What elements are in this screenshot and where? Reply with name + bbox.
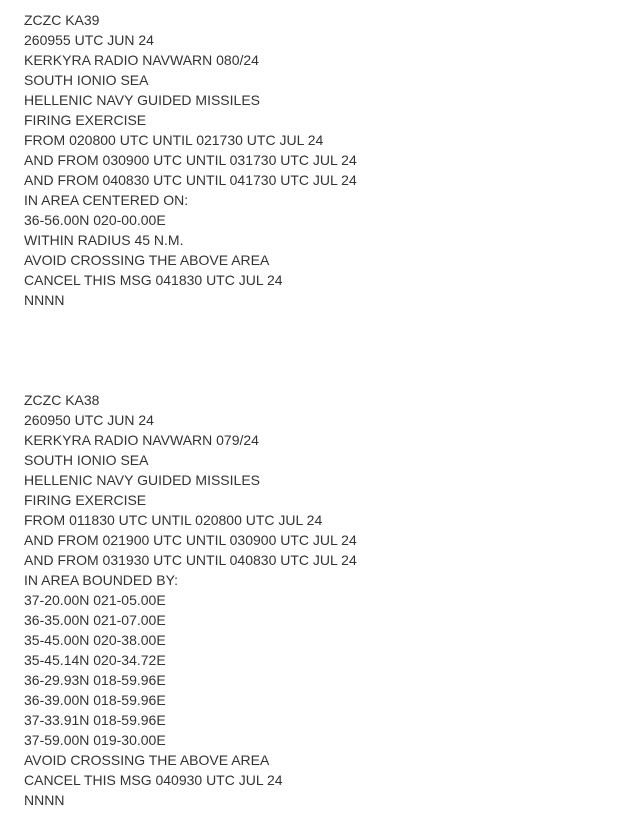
- message-end: NNNN: [24, 292, 65, 308]
- navwarn-message-080: [24, 10, 357, 310]
- message-coordinate: 35-45.00N 020-38.00E: [24, 632, 166, 648]
- message-line: FIRING EXERCISE: [24, 492, 147, 508]
- message-title: KERKYRA RADIO NAVWARN 079/24: [24, 432, 259, 448]
- message-end: NNNN: [24, 792, 65, 808]
- message-region: SOUTH IONIO SEA: [24, 452, 149, 468]
- message-cancel: CANCEL THIS MSG 041830 UTC JUL 24: [24, 272, 283, 288]
- message-line: HELLENIC NAVY GUIDED MISSILES: [24, 92, 260, 108]
- message-period: AND FROM 030900 UTC UNTIL 031730 UTC JUL 24: [24, 152, 357, 168]
- message-cancel: CANCEL THIS MSG 040930 UTC JUL 24: [24, 772, 283, 788]
- message-period: AND FROM 021900 UTC UNTIL 030900 UTC JUL 24: [24, 532, 357, 548]
- navwarn-message-079: [24, 390, 357, 810]
- message-line: FIRING EXERCISE: [24, 112, 147, 128]
- message-coordinate: 37-59.00N 019-30.00E: [24, 732, 166, 748]
- message-title: KERKYRA RADIO NAVWARN 080/24: [24, 52, 259, 68]
- message-period: AND FROM 040830 UTC UNTIL 041730 UTC JUL 24: [24, 172, 357, 188]
- message-period: FROM 020800 UTC UNTIL 021730 UTC JUL 24: [24, 132, 324, 148]
- message-coordinate: 37-20.00N 021-05.00E: [24, 592, 166, 608]
- message-area-label: IN AREA CENTERED ON:: [24, 192, 189, 208]
- message-coordinate: 35-45.14N 020-34.72E: [24, 652, 166, 668]
- message-coordinate: 36-35.00N 021-07.00E: [24, 612, 166, 628]
- message-datetime: 260950 UTC JUN 24: [24, 412, 154, 428]
- message-coordinate: 36-56.00N 020-00.00E: [24, 212, 166, 228]
- message-header: ZCZC KA38: [24, 392, 100, 408]
- message-datetime: 260955 UTC JUN 24: [24, 32, 154, 48]
- message-coordinate: 37-33.91N 018-59.96E: [24, 712, 166, 728]
- message-advice: AVOID CROSSING THE ABOVE AREA: [24, 752, 270, 768]
- message-region: SOUTH IONIO SEA: [24, 72, 149, 88]
- message-line: HELLENIC NAVY GUIDED MISSILES: [24, 472, 260, 488]
- message-advice: AVOID CROSSING THE ABOVE AREA: [24, 252, 270, 268]
- message-coordinate: 36-39.00N 018-59.96E: [24, 692, 166, 708]
- message-period: FROM 011830 UTC UNTIL 020800 UTC JUL 24: [24, 512, 323, 528]
- message-header: ZCZC KA39: [24, 12, 100, 28]
- message-period: AND FROM 031930 UTC UNTIL 040830 UTC JUL 24: [24, 552, 357, 568]
- message-area-label: IN AREA BOUNDED BY:: [24, 572, 179, 588]
- message-coordinate: 36-29.93N 018-59.96E: [24, 672, 166, 688]
- message-radius: WITHIN RADIUS 45 N.M.: [24, 232, 184, 248]
